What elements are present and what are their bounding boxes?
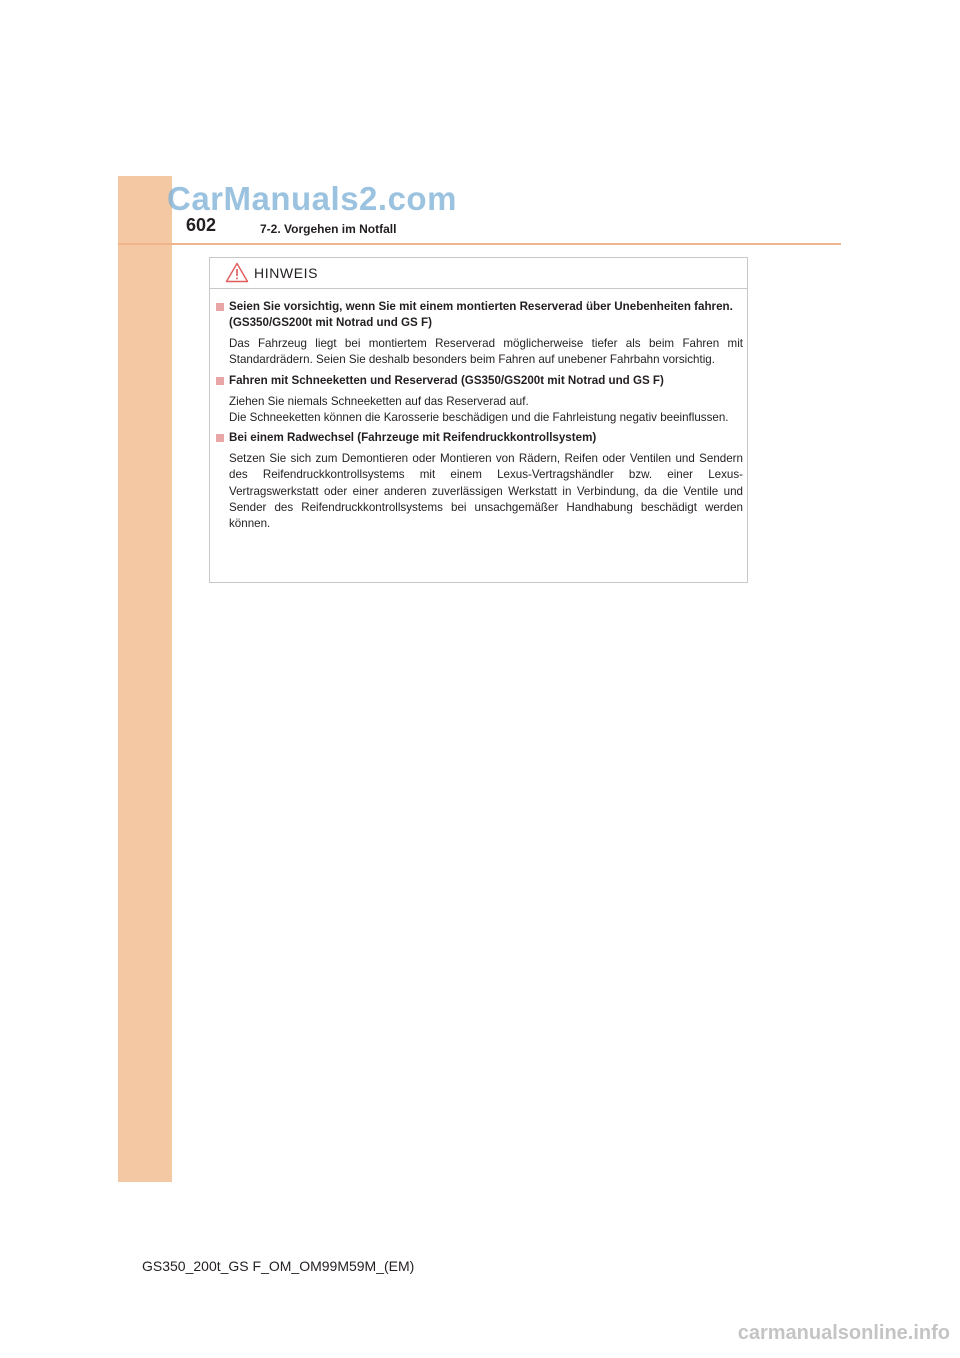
- side-color-band: [118, 176, 172, 1182]
- notice-item-text-line: Ziehen Sie niemals Schneeketten auf das Reserverad auf.: [229, 394, 529, 408]
- notice-item-title-text: Bei einem Radwechsel (Fahrzeuge mit Reifendruckkontrollsystem): [229, 431, 597, 445]
- notice-box: [209, 257, 748, 583]
- notice-item-title-text: Fahren mit Schneeketten und Reserverad (GS350/GS200t mit Notrad und GS F): [229, 373, 664, 387]
- notice-item: [216, 430, 743, 532]
- notice-item-title: [216, 299, 743, 331]
- header-rule: [118, 243, 841, 245]
- notice-item-text: Das Fahrzeug liegt bei montiertem Reserverad möglicherweise tiefer als beim Fahren mit Standardrädern. Seien Sie deshalb besonders beim Fahren auf unebener Fahrbahn vorsichtig.: [229, 337, 743, 367]
- notice-item-text: Setzen Sie sich zum Demontieren oder Montieren von Rädern, Reifen oder Ventilen und Sendern des Reifendruckkontrollsystems mit einem Lexus-Vertragshändler bzw. einer Lexus-Vertragswerkstatt oder einer anderen zuverlässigen Werkstatt in Verbindung, da die Ventile und Sender des Reifendruckkontrollsystems bei unsachgemäßer Handhabung beschädigt werden können.: [229, 452, 743, 531]
- notice-label: HINWEIS: [254, 265, 319, 281]
- square-bullet-icon: [216, 303, 224, 311]
- notice-item-title: [216, 430, 743, 446]
- notice-item-title-text: Seien Sie vorsichtig, wenn Sie mit einem montierten Reserverad über Unebenheiten fahren. (GS350/GS200t mit Notrad und GS F): [229, 300, 733, 329]
- page-number: 602: [186, 215, 217, 235]
- watermark-logo-top[interactable]: CarManuals2.com: [167, 180, 457, 217]
- notice-body: [216, 299, 743, 537]
- footer-document-code: GS350_200t_GS F_OM_OM99M59M_(EM): [142, 1258, 415, 1274]
- notice-item: [216, 299, 743, 369]
- square-bullet-icon: [216, 377, 224, 385]
- notice-item-text-line: Die Schneeketten können die Karosserie beschädigen und die Fahrleistung negativ beeinflussen.: [229, 410, 729, 424]
- notice-header: [210, 258, 747, 289]
- watermark-logo-bottom[interactable]: carmanualsonline.info: [737, 1322, 950, 1344]
- square-bullet-icon: [216, 434, 224, 442]
- notice-item-title: [216, 373, 743, 389]
- section-title: 7-2. Vorgehen im Notfall: [260, 222, 397, 236]
- warning-triangle-icon: [225, 262, 249, 283]
- notice-item: [216, 373, 743, 427]
- notice-item-text: [216, 394, 743, 427]
